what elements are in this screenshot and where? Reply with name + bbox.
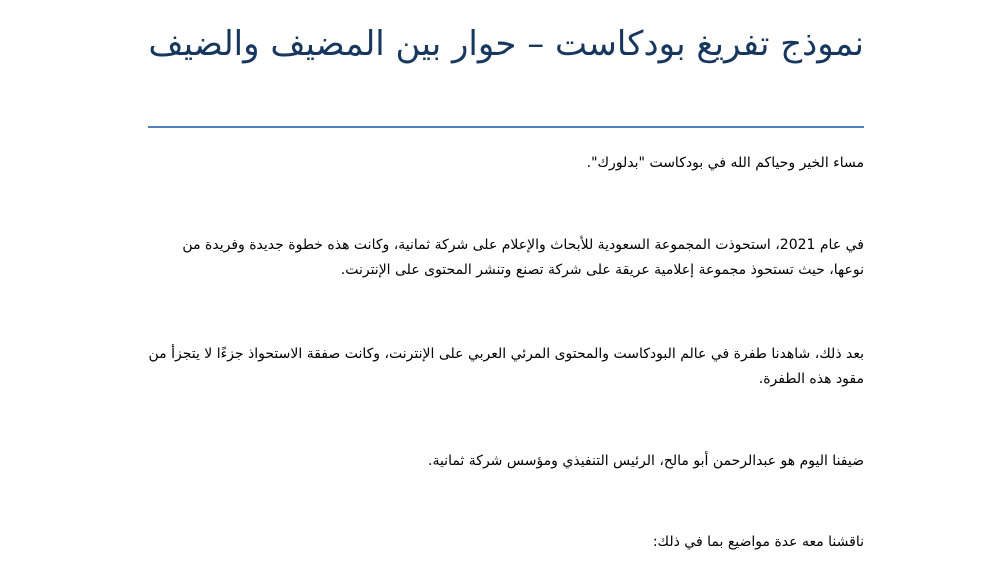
paragraph-guest: ضيفنا اليوم هو عبدالرحمن أبو مالح، الرئيس التنفيذي ومؤسس شركة ثمانية. [428, 453, 864, 469]
paragraph-boom: بعد ذلك، شاهدنا طفرة في عالم البودكاست والمحتوى المرئي العربي على الإنترنت، وكانت صفقة الاستحواذ جزءًا لا يتجزأ من مقود هذه الطفرة. [148, 346, 864, 387]
title-underline [148, 126, 864, 128]
paragraph-greeting: مساء الخير وحياكم الله في بودكاست "بدلورك". [586, 155, 864, 171]
paragraph-acquisition: في عام 2021، استحوذت المجموعة السعودية للأبحاث والإعلام على شركة ثمانية، وكانت هذه خطوة جديدة وفريدة من نوعها، حيث تستحوذ مجموعة إعلامية عريقة على شركة تصنع وتنشر المحتوى على الإنترنت. [182, 237, 864, 278]
paragraph-topics: ناقشنا معه عدة مواضيع بما في ذلك: [652, 534, 864, 550]
document-title: نموذج تفريغ بودكاست – حوار بين المضيف والضيف [148, 24, 864, 64]
